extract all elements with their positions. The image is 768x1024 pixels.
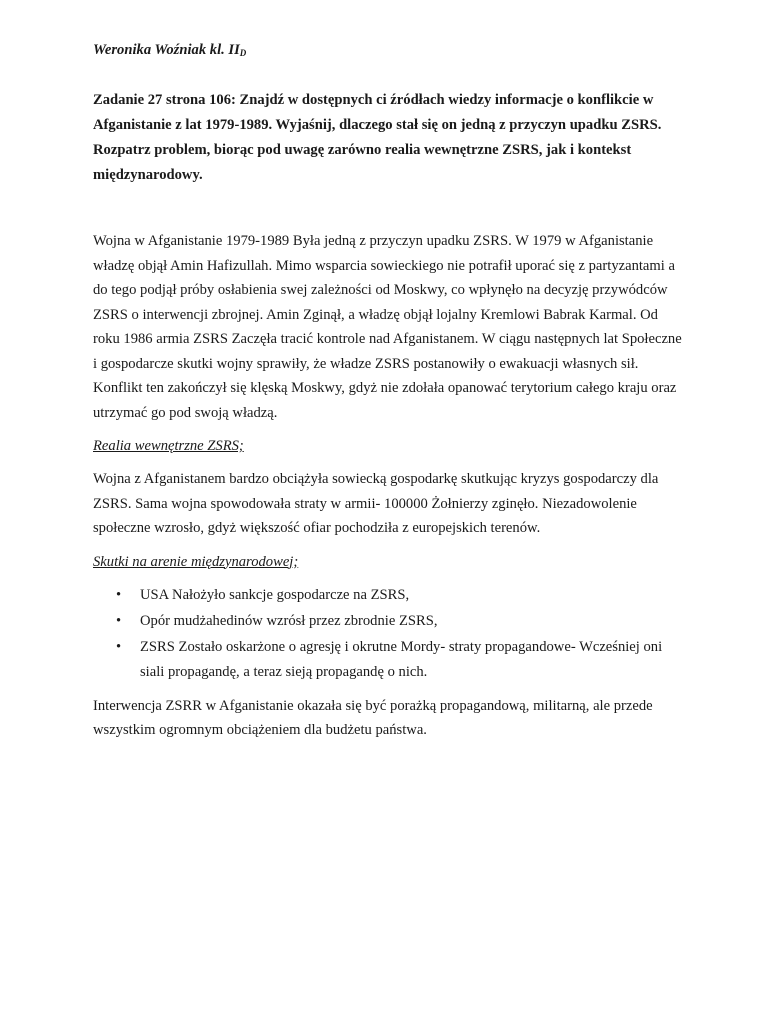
list-item-text: USA Nałożyło sankcje gospodarcze na ZSRS, [140,586,410,603]
list-item-text: ZSRS Zostało oskarżone o agresję i okrutne Mordy- straty propagandowe- Wcześniej oni siali propagandę, a teraz sieją propagandę o nich. [140,638,663,680]
list-item [93,635,683,685]
bullet-icon: • [116,638,122,655]
task-statement: Zadanie 27 strona 106: Znajdź w dostępnych ci źródłach wiedzy informacje o konflikcie w Afganistanie z lat 1979-1989. Wyjaśnij, dlaczego stał się on jedną z przyczyn upadku ZSRS. Rozpatrz problem, biorąc pod uwagę zarówno realia wewnętrzne ZSRS, jak i kontekst międzynarodowy. [93,92,662,183]
internal-realities-paragraph: Wojna z Afganistanem bardzo obciążyła sowiecką gospodarkę skutkując kryzys gospodarczy dla ZSRS. Sama wojna spowodowała straty w armii- 100000 Żołnierzy zginęło. Niezadowolenie społeczne wzrosło, gdyż większość ofiar pochodziła z europejskich terenów. [93,471,659,536]
bullet-icon: • [116,612,122,629]
list-item-text: Opór mudżahedinów wzrósł przez zbrodnie ZSRS, [140,612,438,629]
internal-realities-heading: Realia wewnętrzne ZSRS; [93,438,244,454]
intro-paragraph: Wojna w Afganistanie 1979-1989 Była jedną z przyczyn upadku ZSRS. W 1979 w Afganistanie władzę objął Amin Hafizullah. Mimo wsparcia sowieckiego nie potrafił uporać się z partyzantami a do tego podjął próby osłabienia swej zależności od Moskwy, co wpłynęło na decyzję przywódców ZSRS o interwencji zbrojnej. Amin Zginął, a władzę objął lojalny Kremlowi Babrak Karmal. Od roku 1986 armia ZSRS Zaczęła tracić kontrole nad Afganistanem. W ciągu następnych lat Społeczne i gospodarcze skutki wojny sprawiły, że władze ZSRS postanowiły o ewakuacji własnych sił. Konflikt ten zakończył się klęską Moskwy, gdyż nie zdołała opanować terytorium całego kraju oraz utrzymać go pod swoją władzą. [93,233,682,421]
document-page [93,38,683,743]
international-effects-heading: Skutki na arenie międzynarodowej; [93,553,299,570]
conclusion-paragraph: Interwencja ZSRR w Afganistanie okazała się być porażką propagandową, militarną, ale przede wszystkim ogromnym obciążeniem dla budżetu państwa. [93,697,653,738]
author-line [93,38,683,65]
international-effects-list [93,583,683,685]
list-item [93,583,683,608]
bullet-icon: • [116,586,122,603]
author-name: Weronika Woźniak kl. II [93,42,240,58]
class-subscript: D [239,48,247,58]
list-item [93,609,683,634]
